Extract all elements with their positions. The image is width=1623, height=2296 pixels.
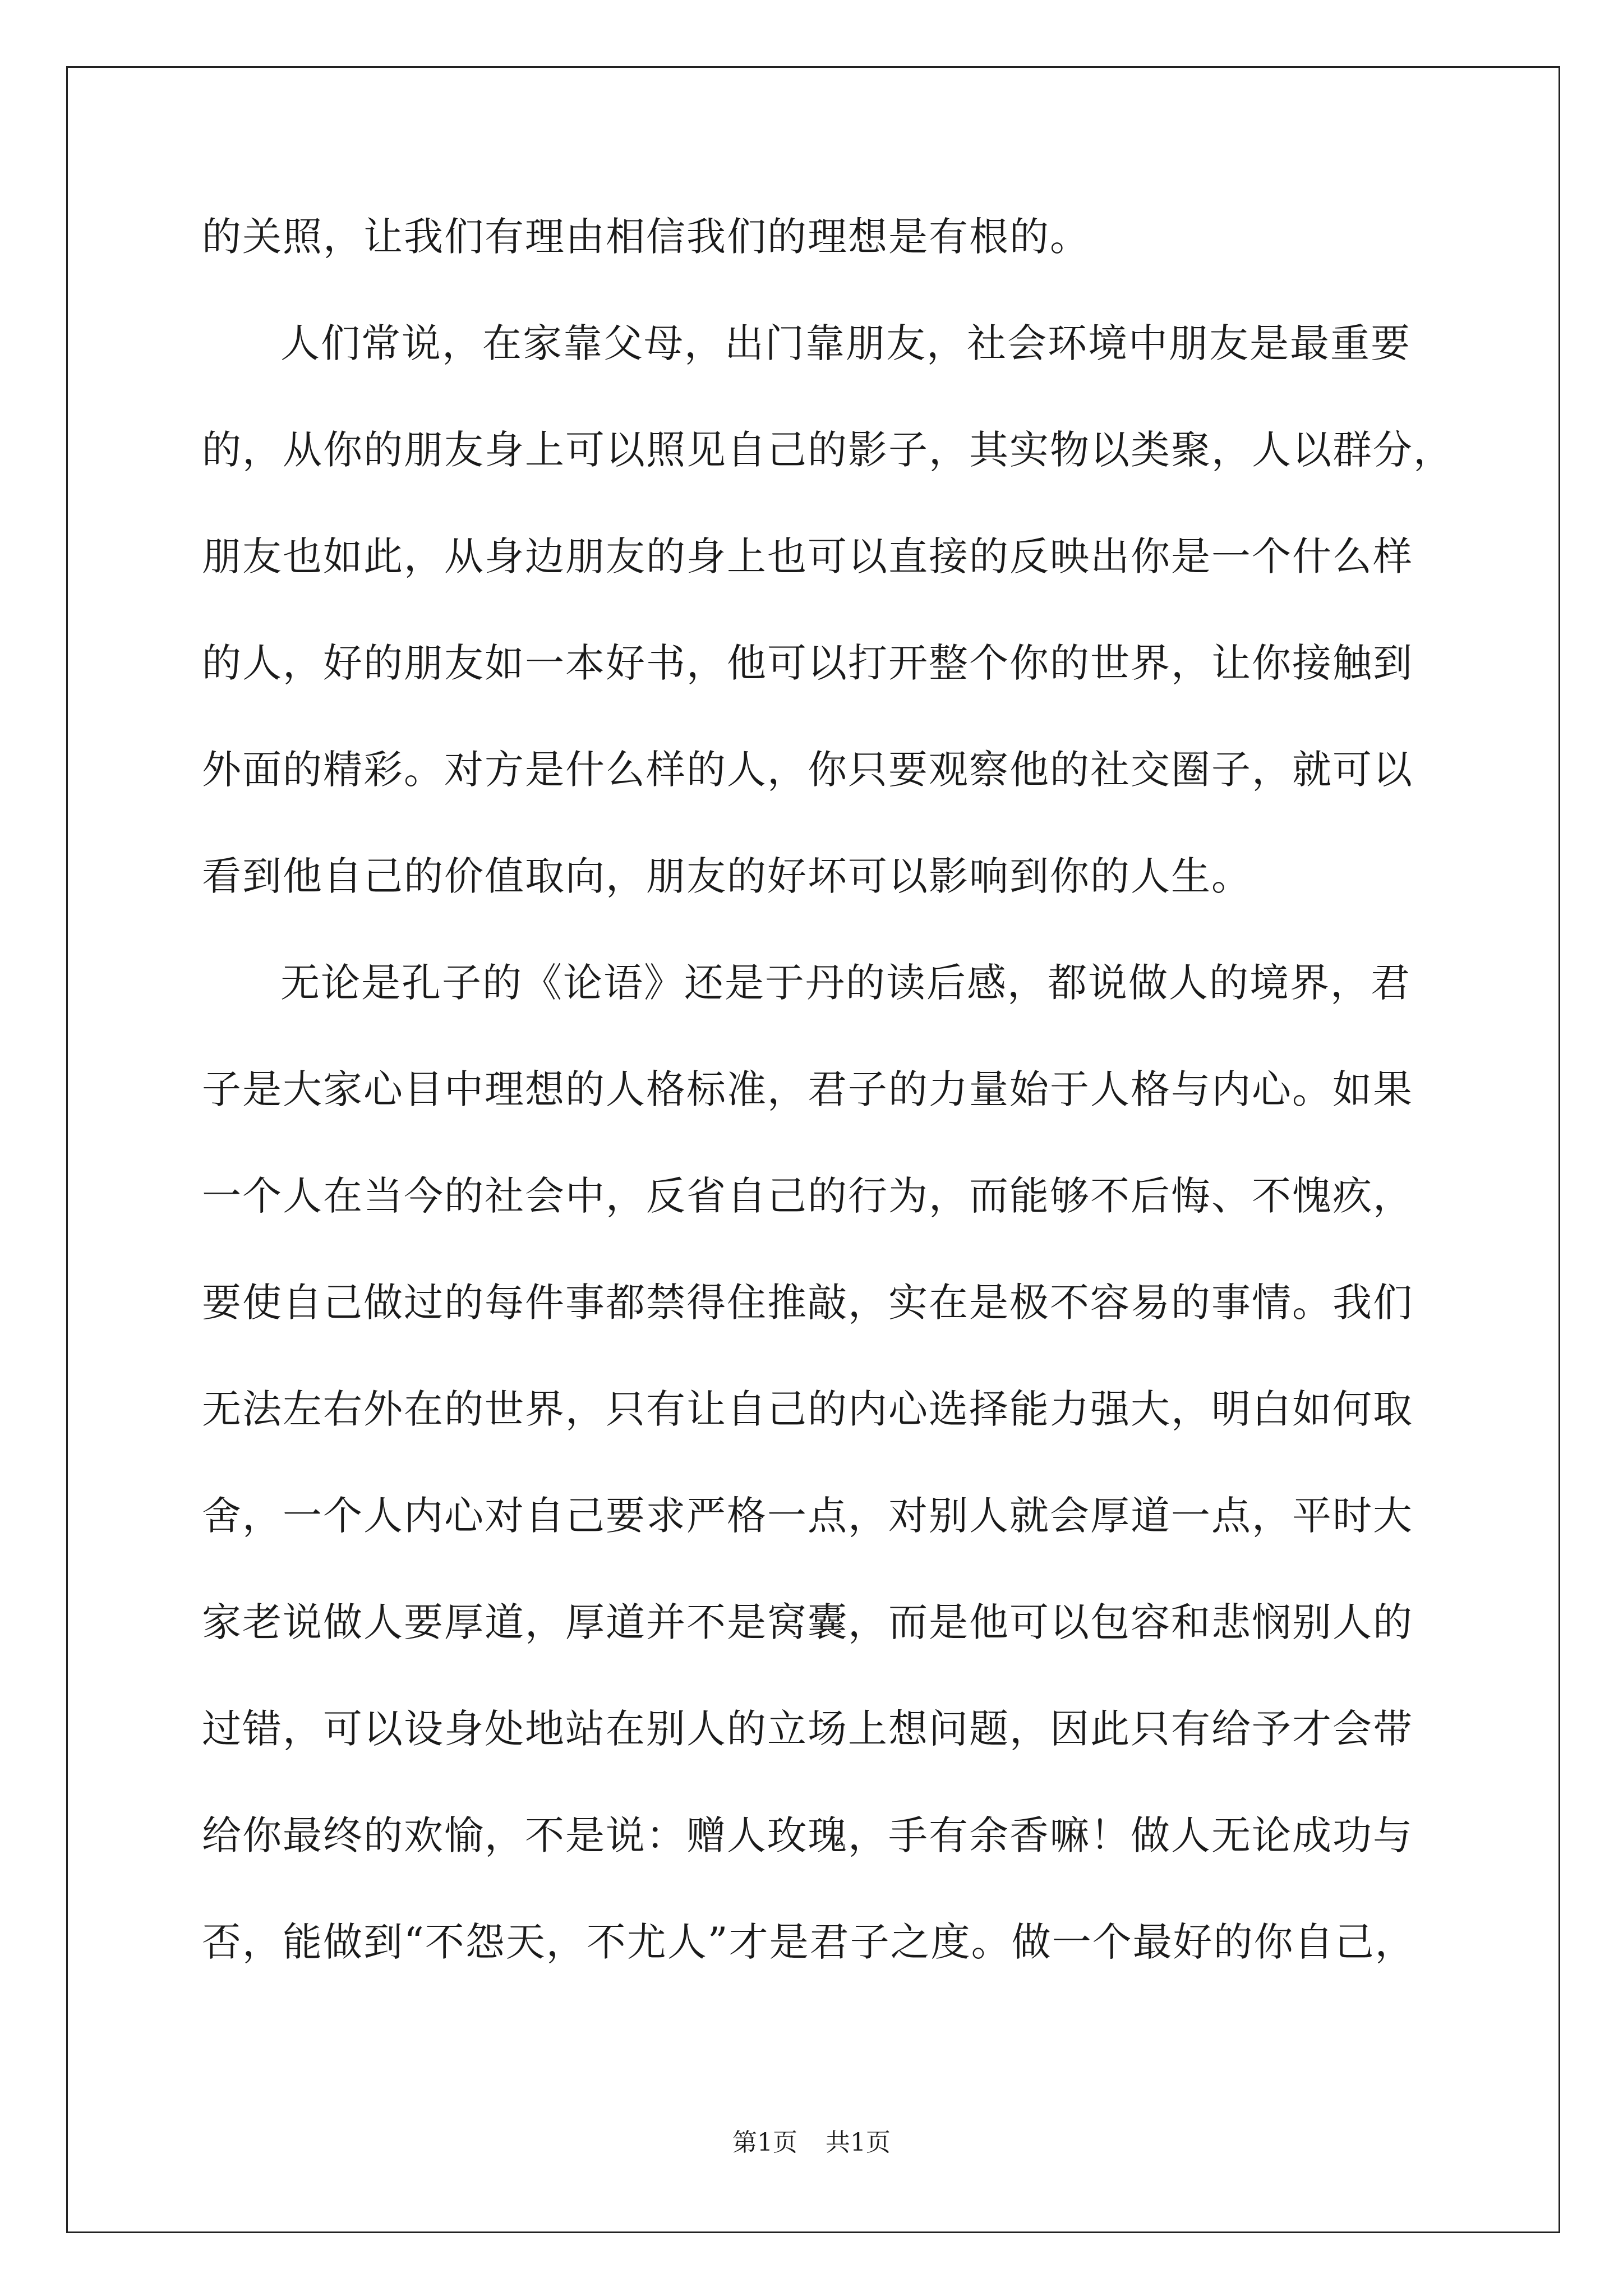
document-body bbox=[202, 209, 1454, 2021]
page-footer bbox=[0, 2126, 1623, 2160]
text-line: 舍，一个人内心对自己要求严格一点，对别人就会厚道一点，平时大 bbox=[202, 1493, 1413, 1539]
text-line: 给你最终的欢愉，不是说：赠人玫瑰，手有余香嘛！做人无论成功与 bbox=[202, 1812, 1413, 1858]
text-line: 一个人在当今的社会中，反省自己的行为，而能够不后悔、不愧疚， bbox=[202, 1173, 1413, 1219]
text-line: 过错，可以设身处地站在别人的立场上想问题，因此只有给予才会带 bbox=[202, 1706, 1413, 1752]
text-line: 人们常说，在家靠父母，出门靠朋友，社会环境中朋友是最重要 bbox=[280, 320, 1411, 366]
text-line: 外面的精彩。对方是什么样的人，你只要观察他的社交圈子，就可以 bbox=[202, 747, 1413, 793]
text-line: 要使自己做过的每件事都禁得住推敲，实在是极不容易的事情。我们 bbox=[202, 1280, 1413, 1326]
text-line: 否，能做到“不怨天，不尤人”才是君子之度。做一个最好的你自己， bbox=[202, 1919, 1415, 1965]
text-line: 无法左右外在的世界，只有让自己的内心选择能力强大，明白如何取 bbox=[202, 1386, 1413, 1432]
text-line: 的，从你的朋友身上可以照见自己的影子，其实物以类聚，人以群分， bbox=[202, 427, 1454, 473]
text-line: 朋友也如此，从身边朋友的身上也可以直接的反映出你是一个什么样 bbox=[202, 533, 1413, 579]
text-line: 无论是孔子的《论语》还是于丹的读后感，都说做人的境界，君 bbox=[280, 960, 1411, 1006]
text-line: 的人，好的朋友如一本好书，他可以打开整个你的世界，让你接触到 bbox=[202, 640, 1413, 686]
page-number: 第1页 bbox=[732, 2128, 797, 2157]
text-line: 子是大家心目中理想的人格标准，君子的力量始于人格与内心。如果 bbox=[202, 1066, 1413, 1112]
text-line: 看到他自己的价值取向，朋友的好坏可以影响到你的人生。 bbox=[202, 853, 1252, 899]
page-total: 共1页 bbox=[826, 2128, 891, 2157]
text-line: 的关照，让我们有理由相信我们的理想是有根的。 bbox=[202, 214, 1090, 260]
text-line: 家老说做人要厚道，厚道并不是窝囊，而是他可以包容和悲悯别人的 bbox=[202, 1599, 1413, 1645]
